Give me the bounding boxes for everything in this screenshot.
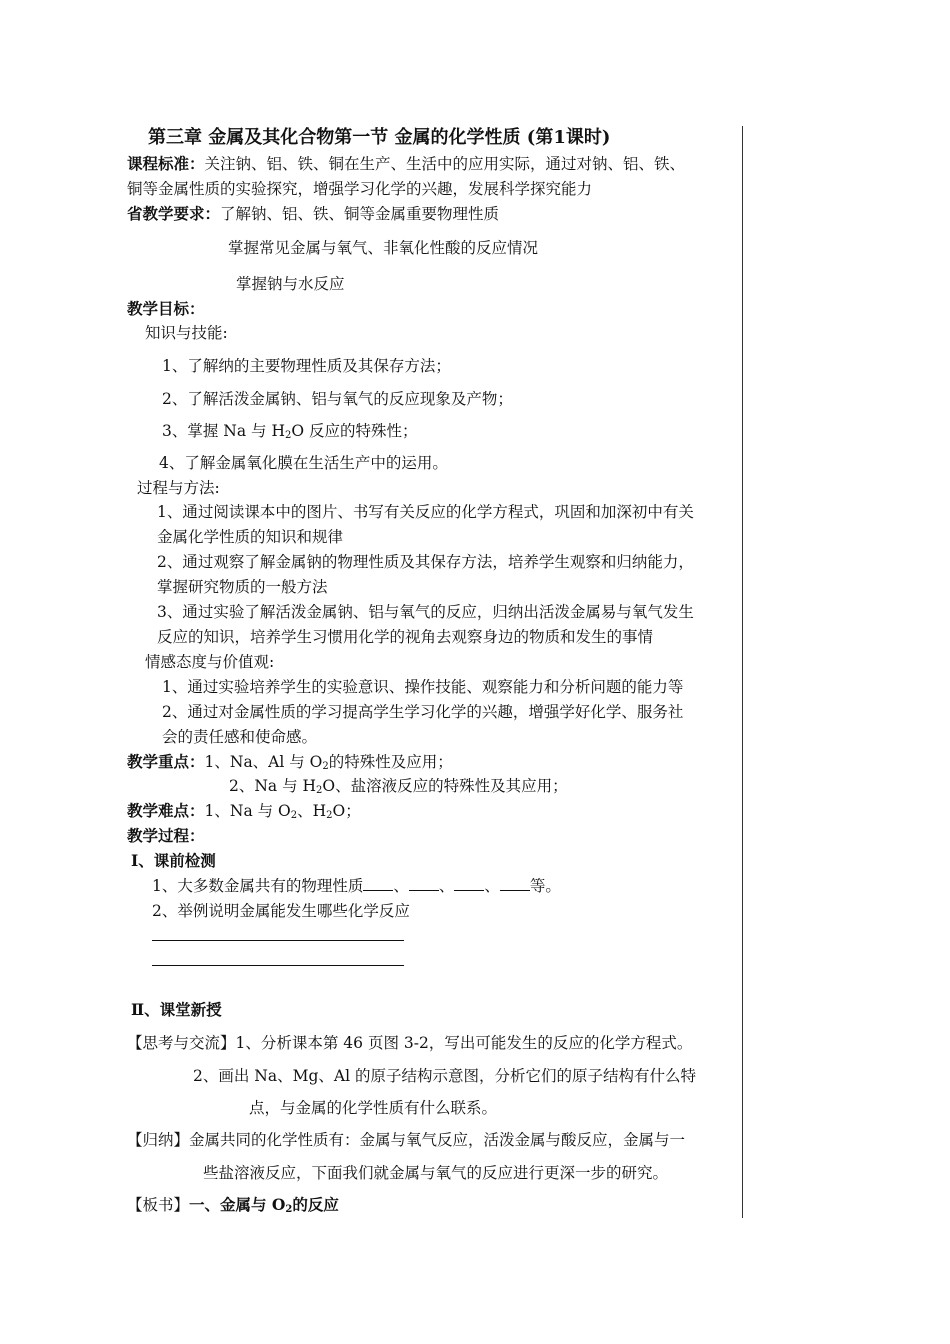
process-heading: 过程与方法: [137, 479, 220, 497]
province-requirement-line-2: 掌握常见金属与氧气、非氧化性酸的反应情况 [228, 239, 539, 257]
think-line-1: 【思考与交流】1、分析课本第 46 页图 3-2，写出可能发生的反应的化学方程式。 [127, 1034, 693, 1052]
key-point-line-1: 教学重点：1、Na、Al 与 $O_2$的特殊性及应用； [127, 752, 453, 772]
knowledge-item-3: 3、掌握 Na 与 $H_2O$ 反应的特殊性； [162, 422, 418, 441]
board-line: 【板书】一、金属与 $O_2$的反应 [127, 1195, 339, 1215]
process-item-3a: 3、通过实验了解活泼金属钠、铝与氧气的反应，归纳出活泼金属易与氧气发生 [157, 603, 694, 621]
emotion-item-2a: 2、通过对金属性质的学习提高学生学习化学的兴趣，增强学好化学、服务社 [162, 703, 684, 721]
difficulty-line: 教学难点：1、Na 与 $O_2$、$H_2O$； [127, 801, 361, 821]
course-standard-line-1: 课程标准：关注钠、铝、铁、铜在生产、生活中的应用实际，通过对钠、铝、铁、 [127, 154, 686, 173]
knowledge-item-1: 1、了解纳的主要物理性质及其保存方法； [162, 357, 451, 375]
emotion-heading: 情感态度与价值观: [145, 653, 275, 671]
answer-blank-3[interactable] [454, 876, 484, 891]
answer-line-1[interactable] [152, 940, 404, 941]
knowledge-item-2: 2、了解活泼金属钠、铝与氧气的反应现象及产物； [162, 390, 513, 408]
answer-blank-1[interactable] [363, 876, 393, 891]
answer-blank-2[interactable] [409, 876, 439, 891]
knowledge-heading: 知识与技能: [145, 324, 228, 342]
pretest-question-1: 1、大多数金属共有的物理性质 、 、 、 等。 [152, 877, 561, 895]
course-standard-line-2: 铜等金属性质的实验探究，增强学习化学的兴趣，发展科学探究能力 [127, 180, 593, 198]
emotion-item-2b: 会的责任感和使命感。 [162, 728, 318, 746]
process-item-1a: 1、通过阅读课本中的图片、书写有关反应的化学方程式，巩固和加深初中有关 [157, 503, 694, 521]
province-requirement-line-1: 省教学要求：了解钠、铝、铁、铜等金属重要物理性质 [127, 204, 500, 223]
think-line-2: 2、画出 Na、Mg、Al 的原子结构示意图，分析它们的原子结构有什么特 [193, 1067, 696, 1085]
section-1-heading: Ⅰ、课前检测 [131, 851, 216, 870]
margin-rule [742, 126, 743, 1218]
answer-blank-4[interactable] [500, 876, 530, 891]
summary-line-2: 些盐溶液反应，下面我们就金属与氧气的反应进行更深一步的研究。 [203, 1164, 669, 1182]
process-item-2a: 2、通过观察了解金属钠的物理性质及其保存方法，培养学生观察和归纳能力， [157, 553, 694, 571]
page-title: 第三章 金属及其化合物第一节 金属的化学性质 (第1课时) [148, 127, 611, 148]
process-item-2b: 掌握研究物质的一般方法 [157, 578, 328, 596]
section-2-heading: Ⅱ、课堂新授 [131, 1000, 222, 1019]
pretest-question-2: 2、举例说明金属能发生哪些化学反应 [152, 902, 410, 920]
process-item-1b: 金属化学性质的知识和规律 [157, 528, 344, 546]
knowledge-item-4: 4、了解金属氧化膜在生活生产中的运用。 [159, 454, 448, 472]
think-line-3: 点，与金属的化学性质有什么联系。 [249, 1099, 498, 1117]
emotion-item-1: 1、通过实验培养学生的实验意识、操作技能、观察能力和分析问题的能力等 [162, 678, 684, 696]
process-item-3b: 反应的知识，培养学生习惯用化学的视角去观察身边的物质和发生的事情 [157, 628, 654, 646]
summary-line-1: 【归纳】金属共同的化学性质有：金属与氧气反应，活泼金属与酸反应，金属与一 [127, 1131, 686, 1149]
teaching-goals-label: 教学目标： [127, 299, 205, 318]
teaching-process-label: 教学过程： [127, 826, 205, 845]
answer-line-2[interactable] [152, 965, 404, 966]
province-requirement-line-3: 掌握钠与水反应 [236, 275, 345, 293]
key-point-line-2: 2、Na 与 $H_2O$、盐溶液反应的特殊性及其应用； [229, 777, 568, 796]
